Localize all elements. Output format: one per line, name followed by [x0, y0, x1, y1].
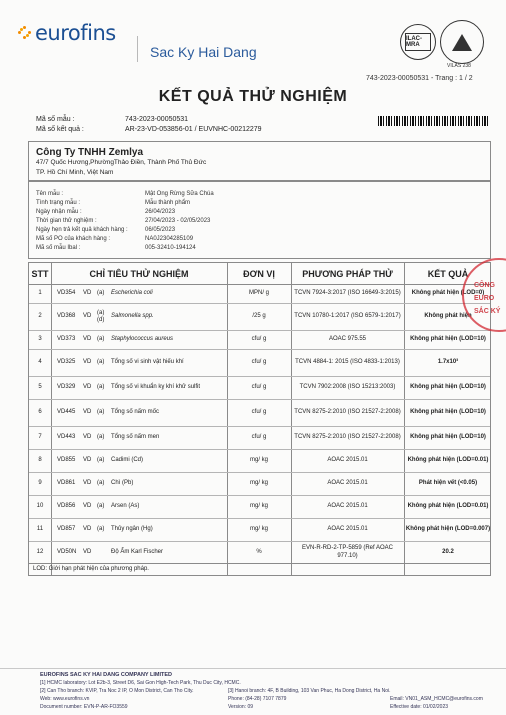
row-sub: (a): [97, 434, 105, 441]
brand-name: eurofins: [35, 21, 116, 45]
row-criteria: Tổng số nấm mốc: [111, 409, 160, 416]
row-unit: cfu/ g: [251, 409, 267, 416]
footer-version: Version: 09: [228, 704, 254, 710]
row-code: VD855: [57, 457, 76, 464]
logo-divider: [137, 36, 138, 62]
row-vd: VD: [83, 384, 92, 391]
row-stt: 5: [38, 384, 42, 391]
table-row: [29, 427, 490, 450]
row-vd: VD: [83, 457, 92, 464]
row-code: VD445: [57, 409, 76, 416]
report-title: KẾT QUẢ THỬ NGHIỆM: [158, 88, 348, 105]
sample-number-label: Mã số mẫu :: [36, 116, 75, 123]
row-stt: 11: [36, 526, 44, 533]
row-method: TCVN 7924-3:2017 (ISO 16649-3:2015): [294, 290, 401, 297]
row-criteria: Tổng số vi khuẩn kỵ khí khử sulfit: [111, 384, 201, 391]
row-unit: /25 g: [252, 313, 266, 320]
sample-label: Mã số mẫu Ibal :: [36, 245, 81, 251]
header-unit: ĐƠN VỊ: [243, 269, 275, 279]
row-sub: (a): [97, 457, 105, 464]
row-method: AOAC 2015.01: [327, 526, 368, 533]
sample-value: Mật Ong Rừng Sữa Chúa: [145, 191, 214, 197]
row-stt: 2: [38, 313, 42, 320]
row-code: VD856: [57, 503, 76, 510]
footer-company: EUROFINS SAC KY HAI DANG COMPANY LIMITED: [40, 672, 173, 678]
row-sub: (a): [97, 336, 105, 343]
stamp-text: EURO: [474, 295, 495, 302]
row-unit: cfu/ g: [251, 336, 267, 343]
row-result: Không phát hiện (LOD=10): [410, 336, 486, 343]
row-unit: cfu/ g: [251, 434, 267, 441]
row-vd: VD: [83, 548, 92, 555]
vilas-code: VILAS 238: [447, 63, 471, 69]
row-vd: VD: [83, 409, 92, 416]
row-code: VD373: [57, 336, 76, 343]
sample-value: 27/04/2023 - 02/05/2023: [145, 218, 211, 224]
row-code: VD325: [57, 359, 76, 366]
footer-divider: [0, 668, 506, 669]
row-criteria: Chì (Pb): [111, 480, 134, 487]
header-result: KẾT QUẢ: [427, 269, 469, 279]
row-method: AOAC 975.55: [328, 336, 367, 343]
row-criteria: Escherichia coli: [111, 290, 153, 297]
row-criteria: Độ Ẩm Karl Fischer: [111, 548, 164, 555]
footer-email: Email: VN01_ASM_HCMC@eurofins.com: [390, 696, 483, 702]
row-stt: 12: [36, 548, 44, 555]
row-code: VD354: [57, 290, 76, 297]
row-result: Không phát hiện (LOD=10): [410, 434, 486, 441]
row-unit: mg/ kg: [249, 503, 268, 510]
header-method: PHƯƠNG PHÁP THỬ: [302, 269, 393, 279]
table-row: [29, 400, 490, 427]
row-stt: 3: [38, 336, 42, 343]
row-result: Không phát hiện: [424, 313, 472, 320]
row-criteria: Thủy ngân (Hg): [111, 526, 153, 533]
row-unit: cfu/ g: [251, 384, 267, 391]
row-result: Không phát hiện (LOD=0.01): [407, 503, 489, 510]
row-result: Không phát hiện (LOD=0.01): [407, 457, 489, 464]
row-criteria: Tổng số vi sinh vật hiếu khí: [111, 359, 184, 366]
table-row: [29, 304, 490, 331]
footer-phone: Phone: (84-28) 7107 7879: [228, 696, 287, 702]
page-number: 743-2023-00050531 - Trang : 1 / 2: [366, 75, 473, 82]
row-criteria: Arsen (As): [111, 503, 140, 510]
row-method: EVN-R-RD-2-TP-5859 (Ref AOAC 977.10): [301, 545, 394, 559]
sample-label: Tình trạng mẫu :: [36, 200, 81, 206]
row-sub: (a): [97, 526, 105, 533]
table-header: [29, 263, 490, 285]
row-stt: 7: [38, 434, 42, 441]
row-sub: (a): [97, 503, 105, 510]
footer-web: Web: www.eurofins.vn: [40, 696, 90, 702]
table-row: [29, 519, 490, 542]
footer-hanoi: [3] Hanoi branch: 4F, B Building, 103 Van Phuc, Ha Dong District, Ha Noi.: [228, 688, 391, 694]
results-table: [28, 262, 491, 576]
row-vd: VD: [83, 336, 92, 343]
table-body: [29, 285, 490, 563]
sample-value: NA0J2304285109: [145, 236, 194, 242]
row-vd: VD: [83, 503, 92, 510]
row-code: VD861: [57, 480, 76, 487]
result-number-value: AR-23-VD-053856-01 / EUVNHC-00212279: [125, 126, 262, 133]
eurofins-logo: [18, 21, 116, 45]
result-number-label: Mã số kết quả :: [36, 126, 84, 133]
row-vd: VD: [83, 290, 92, 297]
sample-number-value: 743-2023-00050531: [125, 116, 189, 123]
row-result: Phát hiện vết (<0.05): [418, 480, 478, 487]
sample-info-box: [28, 181, 491, 259]
stamp-text: SẮC KÝ: [474, 308, 501, 315]
row-vd: VD: [83, 434, 92, 441]
row-unit: mg/ kg: [249, 526, 268, 533]
sample-value: 26/04/2023: [145, 209, 176, 215]
row-sub: (a)(d): [97, 309, 105, 323]
row-result: Không phát hiện (LOD=10): [410, 409, 486, 416]
row-result: 1.7x10³: [437, 359, 459, 366]
row-stt: 9: [38, 480, 42, 487]
sample-value: 005-32410-194124: [145, 245, 196, 251]
row-method: AOAC 2015.01: [327, 480, 368, 487]
sample-label: Ngày hẹn trả kết quả khách hàng :: [36, 227, 128, 233]
row-criteria: Cadimi (Cd): [111, 457, 144, 464]
customer-name: Công Ty TNHH Zemlya: [36, 147, 144, 158]
customer-city: TP. Hồ Chí Minh, Việt Nam: [36, 169, 114, 176]
footer-hcmc: [1] HCMC laboratory: Lot E2b-3, Street D6, Sai Gon High-Tech Park, Thu Duc City, HCMC.: [40, 680, 241, 686]
row-method: AOAC 2015.01: [327, 457, 368, 464]
row-vd: VD: [83, 359, 92, 366]
eurofins-dots-icon: [18, 26, 32, 40]
row-sub: (a): [97, 290, 105, 297]
row-method: TCVN 8275-2:2010 (ISO 21527-2:2008): [294, 434, 401, 441]
row-unit: mg/ kg: [249, 457, 268, 464]
table-row: [29, 350, 490, 377]
row-result: 20.2: [442, 548, 454, 555]
row-result: Không phát hiện (LOD=0.007): [405, 526, 491, 533]
barcode: [378, 116, 488, 126]
table-row: [29, 542, 490, 563]
table-row: [29, 496, 490, 519]
row-stt: 4: [38, 359, 42, 366]
row-method: TCVN 8275-2:2010 (ISO 21527-2:2008): [294, 409, 401, 416]
row-vd: VD: [83, 313, 92, 320]
row-method: TCVN 7902:2008 (ISO 15213:2003): [299, 384, 396, 391]
table-row: [29, 377, 490, 400]
header-stt: STT: [31, 269, 49, 279]
row-vd: VD: [83, 526, 92, 533]
row-method: AOAC 2015.01: [327, 503, 368, 510]
row-criteria: Tổng số nấm men: [111, 434, 160, 441]
customer-address: 47/7 Quốc Hương,PhườngThảo Điền, Thành Phố Thủ Đức: [36, 159, 207, 166]
footer-cantho: [2] Can Tho branch: KVIP, Tra Noc 2 IP, O Mon District, Can Tho City.: [40, 688, 194, 694]
table-row: [29, 473, 490, 496]
row-stt: 6: [38, 409, 42, 416]
row-unit: cfu/ g: [251, 359, 267, 366]
row-vd: VD: [83, 480, 92, 487]
sample-value: 06/05/2023: [145, 227, 176, 233]
row-stt: 10: [36, 503, 44, 510]
row-criteria: Salmonella spp.: [111, 313, 154, 320]
accreditation-seal-icon: [440, 20, 484, 64]
row-stt: 8: [38, 457, 42, 464]
row-sub: (a): [97, 409, 105, 416]
row-unit: MPN/ g: [248, 290, 269, 297]
row-criteria: Staphylococcus aureus: [111, 336, 174, 343]
header-criteria: CHỈ TIÊU THỬ NGHIỆM: [89, 269, 189, 279]
row-code: VD443: [57, 434, 76, 441]
row-method: TCVN 10780-1:2017 (ISO 6579-1:2017): [294, 313, 401, 320]
lod-note: LOD: Giới hạn phát hiện của phương pháp.: [29, 563, 490, 575]
stamp-text: CÔNG: [474, 282, 495, 289]
row-code: VD857: [57, 526, 76, 533]
ilac-mra-seal-icon: ILAC-MRA: [400, 24, 436, 60]
sample-label: Ngày nhận mẫu :: [36, 209, 82, 215]
sample-label: Thời gian thử nghiệm :: [36, 218, 97, 224]
row-unit: %: [256, 548, 262, 555]
customer-box: [28, 141, 491, 181]
row-unit: mg/ kg: [249, 480, 268, 487]
footer-doc: Document number: EVN-P-AR-FO3559: [40, 704, 128, 710]
row-result: Không phát hiện (LOD=0): [411, 290, 485, 297]
row-sub: [97, 542, 109, 563]
sample-label: Tên mẫu :: [36, 191, 64, 197]
sample-label: Mã số PO của khách hàng :: [36, 236, 111, 242]
table-row: [29, 285, 490, 304]
row-code: VD50N: [57, 548, 77, 555]
sample-value: Mẫu thành phẩm: [145, 200, 191, 206]
table-row: [29, 331, 490, 350]
row-code: VD368: [57, 313, 76, 320]
lab-name: Sac Ky Hai Dang: [150, 44, 257, 60]
footer-effective: Effective date: 01/02/2023: [390, 704, 449, 710]
row-sub: (a): [97, 480, 105, 487]
table-row: [29, 450, 490, 473]
row-stt: 1: [38, 290, 42, 297]
row-sub: (a): [97, 359, 105, 366]
row-code: VD329: [57, 384, 76, 391]
row-sub: (a): [97, 384, 105, 391]
row-result: Không phát hiện (LOD=10): [410, 384, 486, 391]
row-method: TCVN 4884-1: 2015 (ISO 4833-1:2013): [295, 359, 400, 366]
